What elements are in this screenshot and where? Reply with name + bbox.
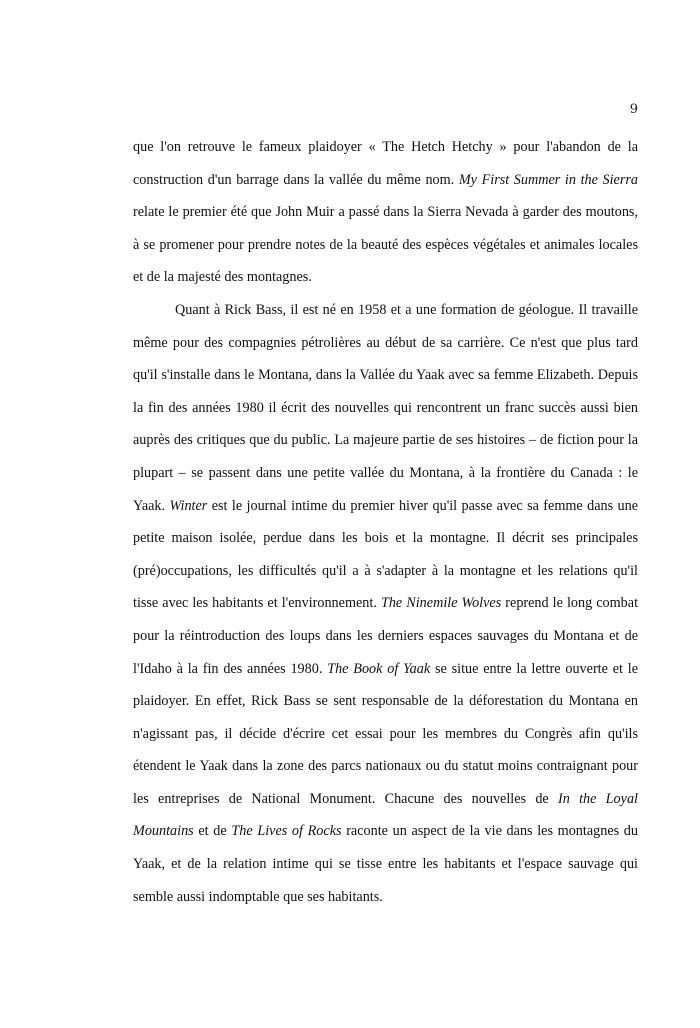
italic-title: The Book of Yaak	[327, 660, 431, 677]
text-run: que l'on retrouve le fameux plaidoyer « The Hetch Hetchy » pour l'abandon de la construction d'un barrage dans la vallée du même nom.	[133, 139, 638, 188]
text-run: raconte un aspect de la vie dans les montagnes du Yaak, et de la relation intime qui se tisse entre les habitants et l'espace sauvage qui semble aussi indomptable que ses habitants.	[133, 823, 638, 905]
italic-title: The Lives of Rocks	[231, 823, 342, 840]
text-run: Quant à Rick Bass, il est né en 1958 et a une formation de géologue. Il travaille même pour des compagnies pétrolières au début de sa carrière. Ce n'est que plus tard qu'il s'installe dans le Montana, dans la Vallée du Yaak avec sa femme Elizabeth. Depuis la fin des années 1980 il écrit des nouvelles qui rencontrent un franc succès aussi bien auprès des critiques que du public. La majeure partie de ses histoires – de fiction pour la plupart – se passent dans une petite vallée du Montana, à la frontière du Canada : le Yaak.	[133, 301, 638, 514]
italic-title: In the Loyal Mountains	[133, 790, 638, 840]
text-run: relate le premier été que John Muir a passé dans la Sierra Nevada à garder des moutons, à se promener pour prendre notes de la beauté des espèces végétales et animales locales et de la majesté des montagnes.	[133, 204, 638, 286]
body-text	[133, 131, 638, 913]
italic-title: The Ninemile Wolves	[380, 595, 502, 612]
text-run: se situe entre la lettre ouverte et le plaidoyer. En effet, Rick Bass se sent responsable de la déforestation du Montana en n'agissant pas, il décide d'écrire cet essai pour les membres du Congrès afin qu'ils étendent le Yaak dans la zone des parcs nationaux ou du statut moins contraignant pour les entreprises de National Monument. Chacune des nouvelles de	[133, 660, 639, 807]
text-run: est le journal intime du premier hiver qu'il passe avec sa femme dans une petite maison isolée, perdue dans les bois et la montagne. Il décrit ses principales (pré)occupations, les difficultés qu'il a à s'adapter à la montagne et les relations qu'il tisse avec les habitants et l'environnement.	[133, 497, 639, 612]
paragraph-2	[133, 294, 638, 913]
italic-title: Winter	[169, 497, 208, 514]
text-run: et de	[193, 823, 232, 840]
text-run: reprend le long combat pour la réintroduction des loups dans les derniers espaces sauvages du Montana et de l'Idaho à la fin des années 1980.	[133, 595, 639, 677]
paragraph-1	[133, 131, 638, 294]
page-number: 9	[629, 102, 638, 117]
italic-title: My First Summer in the Sierra	[458, 171, 638, 188]
